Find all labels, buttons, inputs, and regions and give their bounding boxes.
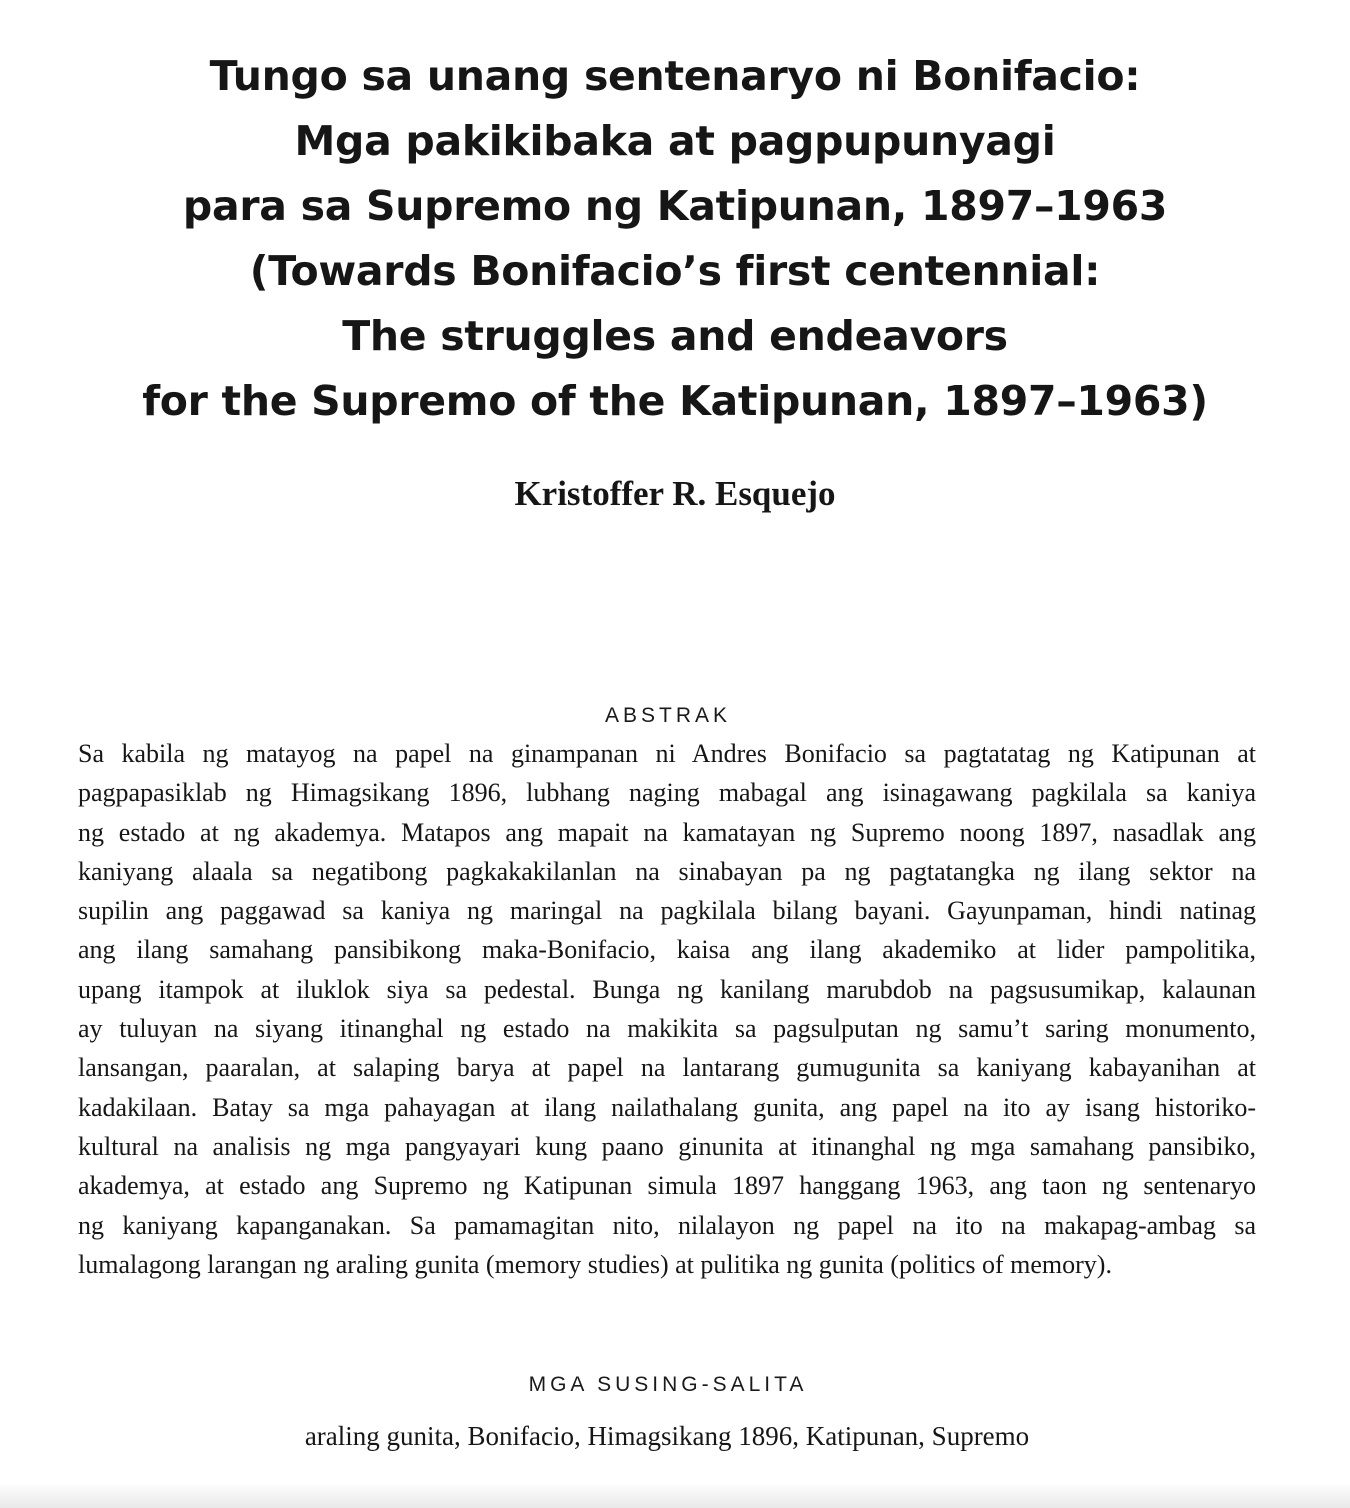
title-line: The struggles and endeavors bbox=[342, 312, 1008, 360]
abstract-line: pagpapasiklab ng Himagsikang 1896, lubhang naging mabagal ang isinagawang pagkilala sa kaniya bbox=[78, 778, 1256, 808]
title-line: para sa Supremo ng Katipunan, 1897–1963 bbox=[182, 182, 1168, 230]
abstract-line: ng kaniyang kapanganakan. Sa pamamagitan nito, nilalayon ng papel na ito na makapag-ambag sa bbox=[78, 1210, 1256, 1240]
abstract-line: akademya, at estado ang Supremo ng Katipunan simula 1897 hanggang 1963, ang taon ng sentenaryo bbox=[78, 1171, 1256, 1201]
abstract-line: ang ilang samahang pansibikong maka-Bonifacio, kaisa ang ilang akademiko at lider pampolitika, bbox=[78, 935, 1256, 965]
abstract-line: supilin ang paggawad sa kaniya ng maringal na pagkilala bilang bayani. Gayunpaman, hindi natinag bbox=[78, 896, 1256, 926]
abstract-line: lumalagong larangan ng araling gunita (memory studies) at pulitika ng gunita (politics of memory). bbox=[78, 1249, 1112, 1279]
title-line: (Towards Bonifacio’s first centennial: bbox=[249, 247, 1101, 295]
abstract-heading: ABSTRAK bbox=[604, 704, 732, 727]
title-line: Tungo sa unang sentenaryo ni Bonifacio: bbox=[209, 52, 1141, 100]
abstract-line: kaniyang alaala sa negatibong pagkakakilanlan na sinabayan pa ng pagtatangka ng ilang sektor na bbox=[78, 856, 1256, 886]
keywords-list: araling gunita, Bonifacio, Himagsikang 1896, Katipunan, Supremo bbox=[304, 1421, 1030, 1451]
title-line: for the Supremo of the Katipunan, 1897–1963) bbox=[142, 377, 1208, 425]
abstract-line: kadakilaan. Batay sa mga pahayagan at ilang nailathalang gunita, ang papel na ito ay isang historiko- bbox=[78, 1092, 1256, 1122]
abstract-line: ay tuluyan na siyang itinanghal ng estado na makikita sa pagsulputan ng samu’t saring monumento, bbox=[78, 1014, 1256, 1044]
abstract-line: ng estado at ng akademya. Matapos ang mapait na kamatayan ng Supremo noong 1897, nasadlak ang bbox=[78, 817, 1256, 847]
abstract-line: upang itampok at iluklok siya sa pedestal. Bunga ng kanilang marubdob na pagsusumikap, kalaunan bbox=[78, 974, 1256, 1004]
abstract-line: Sa kabila ng matayog na papel na ginampanan ni Andres Bonifacio sa pagtatatag ng Katipunan at bbox=[78, 739, 1256, 768]
page-edge-shadow bbox=[0, 1482, 1350, 1508]
keywords-heading: MGA SUSING-SALITA bbox=[528, 1373, 808, 1396]
paper-title bbox=[60, 44, 1290, 434]
abstract-body bbox=[78, 734, 1256, 1284]
author-name: Kristoffer R. Esquejo bbox=[514, 474, 836, 513]
abstract-line: lansangan, paaralan, at salaping barya at papel na lantarang gumugunita sa kaniyang kabayanihan at bbox=[78, 1053, 1256, 1083]
abstract-line: kultural na analisis ng mga pangyayari kung paano ginunita at itinanghal ng mga samahang pansibiko, bbox=[78, 1131, 1256, 1161]
title-line: Mga pakikibaka at pagpupunyagi bbox=[294, 117, 1056, 165]
